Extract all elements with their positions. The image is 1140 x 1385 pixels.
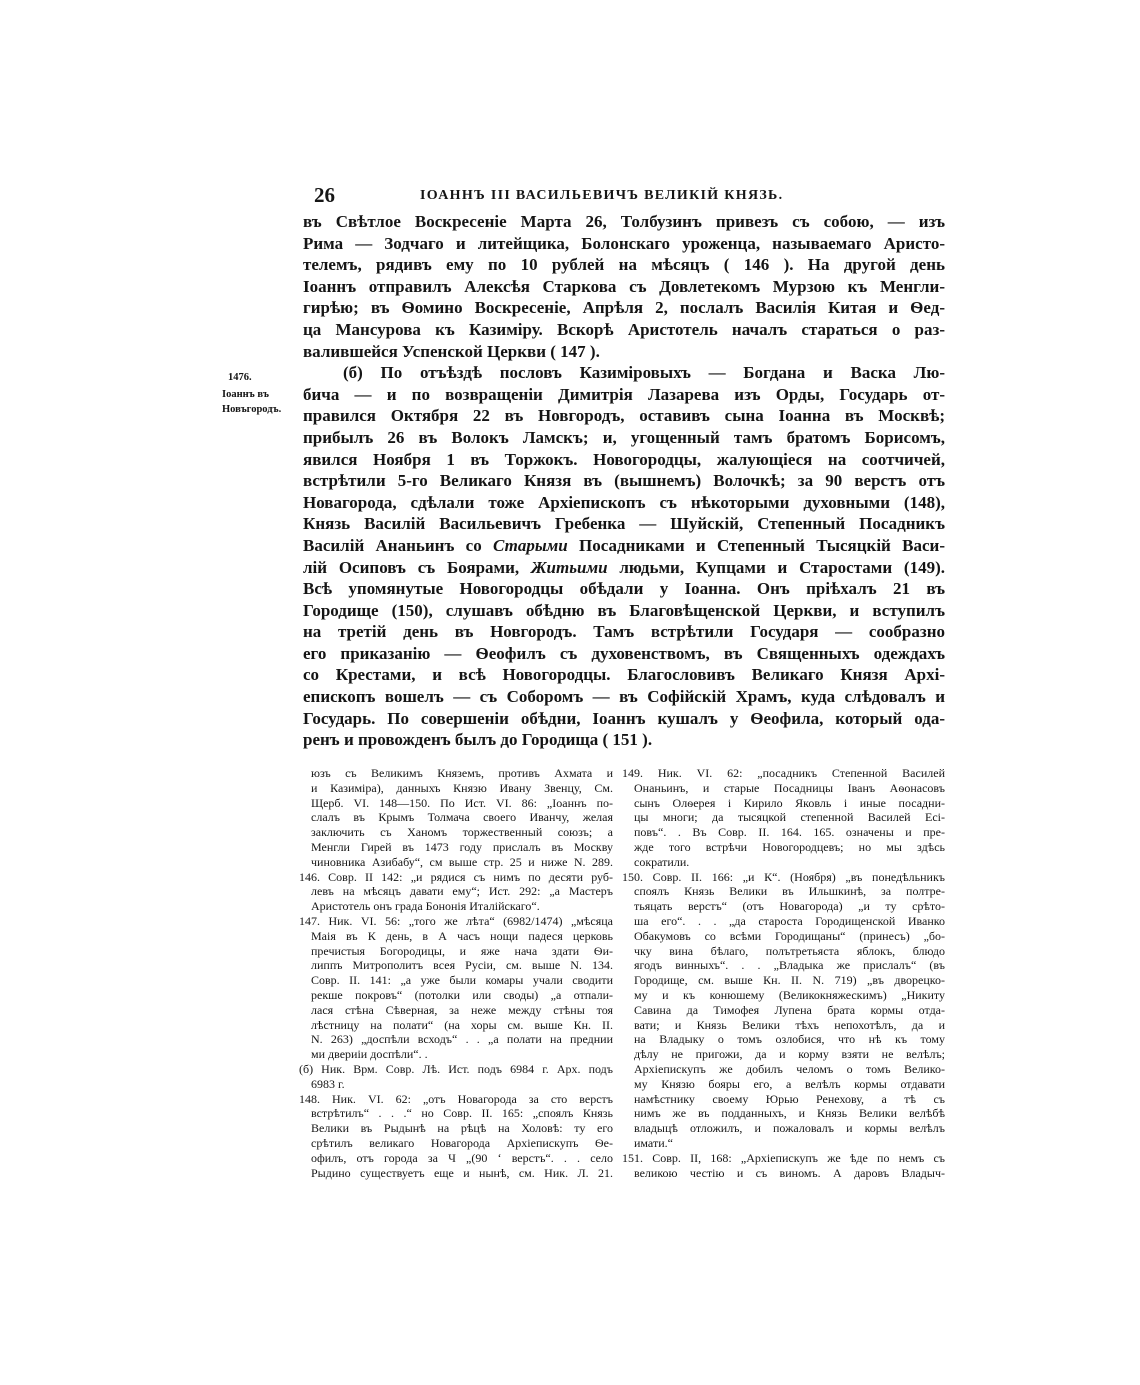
footnote-line: и Казиміра), данныхъ Князю Ивану Звенцу, См. bbox=[311, 780, 613, 795]
margin-note-subject: Іоаннъ въ bbox=[222, 389, 269, 400]
footnote-line: Маія въ К день, в А часъ нощи падеся церковь bbox=[311, 928, 613, 943]
footnote-line: тьяцать верстъ“ (отъ Новагорода) „и ту срѣто- bbox=[634, 899, 945, 914]
footnote-line: намѣстнику своему Юрью Ренехову, а тѣ съ bbox=[634, 1091, 945, 1106]
footnote-line: пречистыя Богородицы, и яже нача здати Ѳи- bbox=[311, 943, 613, 958]
footnote-line: левъ на мѣсяцъ давати ему“; Ист. 292: „а Мастеръ bbox=[311, 884, 613, 899]
footnote-line: встрѣтилъ“ . . .“ но Совр. II. 165: „споялъ Князь bbox=[311, 1106, 613, 1121]
text-run: Посадниками и Степенный Тысяцкій Васи- bbox=[567, 535, 945, 555]
footnotes-left-column bbox=[299, 766, 613, 1180]
footnote-line: офилъ, отъ города за Ч „(90 ‘ верстъ“. . . село bbox=[311, 1150, 613, 1165]
footnote-line: ша его“. . . „да староста Городищенской Иванко bbox=[634, 913, 945, 928]
footnote-line: 148. Ник. VI. 62: „отъ Новагорода за сто верстъ bbox=[299, 1091, 613, 1106]
body-line: бича — и по возвращеніи Димитрія Лазарева изъ Орды, Государь от- bbox=[303, 384, 945, 404]
footnote-line: чиновника Азибабу“, см выше стр. 25 и ниже N. 289. bbox=[311, 854, 613, 869]
body-line: со Крестами, и всѣ Новогородцы. Благословивъ Великаго Князя Архі- bbox=[303, 665, 945, 685]
footnote-line: Аристотель онъ града Бононія Италійскаго“. bbox=[311, 899, 540, 914]
footnote-line: Велики въ Рыдынѣ на рѣцѣ на Холовѣ: ту его bbox=[311, 1121, 613, 1136]
body-line: Рима — Зодчаго и литейщика, Болонскаго уроженца, называемаго Аристо- bbox=[303, 233, 945, 253]
footnote-line: ми двериіи доспѣли“. . bbox=[311, 1047, 428, 1062]
text-run: лій Осиповъ съ Боярами, bbox=[303, 557, 531, 577]
footnote-line: чку вина бѣлаго, полътретьяста яблокъ, блюдо bbox=[634, 943, 945, 958]
footnote-line: Савина да Тимофея Лупена брата кормы отда- bbox=[634, 1002, 945, 1017]
footnote-line: юзъ съ Великимъ Княземъ, противъ Ахмата и bbox=[311, 766, 613, 780]
body-line: явился Ноября 1 въ Торжокъ. Новогородцы, жалующіеся на соотчичей, bbox=[303, 449, 945, 469]
body-line: (б) По отъѣздѣ пословъ Казиміровыхъ — Богдана и Васка Лю- bbox=[343, 363, 945, 383]
body-line: Князь Василій Васильевичъ Гребенка — Шуйскій, Степенный Посадникъ bbox=[303, 514, 945, 534]
body-line: гирѣю; въ Ѳомино Воскресеніе, Апрѣля 2, послалъ Василія Китая и Ѳед- bbox=[303, 298, 945, 318]
footnote-line: жде того встрѣчи Новогородцевъ; но мы здѣсь bbox=[634, 839, 945, 854]
text-run: людьми, Купцами и Старостами (149). bbox=[607, 557, 945, 577]
page-number: 26 bbox=[314, 183, 335, 207]
body-line: встрѣтили 5-го Великаго Князя въ (вышнемъ) Волочкѣ; за 90 верстъ отъ bbox=[303, 471, 945, 491]
footnote-line: срѣтилъ великаго Новагорода Архіепискупъ Ѳе- bbox=[311, 1135, 613, 1150]
footnote-line: лѣстницу на полати“ (на хоры см. выше Кн. II. bbox=[311, 1017, 613, 1032]
footnote-line: споялъ Князь Велики въ Ильшкинѣ, за полтре- bbox=[634, 884, 945, 899]
footnote-line: Рыдино существуетъ еще и нынѣ, см. Ник. Л. 21. bbox=[311, 1165, 613, 1180]
footnote-line: му Князю бояры его, а велѣлъ кормы отдавати bbox=[634, 1076, 945, 1091]
footnote-line: слалъ въ Крымъ Толмача своего Иванчу, желая bbox=[311, 810, 613, 825]
footnote-line: Онаньинъ, и старые Посадницы Іванъ Аѳонасовъ bbox=[634, 780, 945, 795]
footnote-line: вати; и Князь Велики тѣхъ непохотѣлъ, да и bbox=[634, 1017, 945, 1032]
footnote-line: повъ“. . Въ Совр. II. 164. 165. означены и пре- bbox=[634, 825, 945, 840]
footnote-line: сынъ Олѳерея і Кирило Яковль і иные посадни- bbox=[634, 795, 945, 810]
body-line bbox=[303, 535, 945, 557]
body-line: Государь. По совершеніи обѣдни, Іоаннъ кушалъ у Ѳеофила, который ода- bbox=[303, 708, 945, 728]
footnote-line: (б) Ник. Врм. Совр. Лѣ. Ист. подъ 6984 г. Арх. подъ bbox=[299, 1061, 613, 1076]
footnote-line: Городище, см. выше Кн. II. N. 719) „въ дворецко- bbox=[634, 973, 945, 988]
body-line: Городище (150), слушавъ обѣдню въ Благовѣщенской Церкви, и вступилъ bbox=[303, 600, 945, 620]
body-line: Новагорода, сдѣлали тоже Архіепископъ съ нѣкоторыми духовными (148), bbox=[303, 492, 945, 512]
body-line: Всѣ упомянутые Новогородцы обѣдали у Іоанна. Онъ пріѣхалъ 21 въ bbox=[303, 579, 945, 599]
footnote-line: заключить съ Ханомъ торжественный союзъ; а bbox=[311, 825, 613, 840]
footnote-line: лася стѣна Сѣверная, за неже между стѣны тоя bbox=[311, 1002, 613, 1017]
body-line: епископъ вошелъ — съ Соборомъ — въ Софійскій Храмъ, куда слѣдовалъ и bbox=[303, 687, 945, 707]
footnote-line: му и къ конюшему (Великокняжескимъ) „Никиту bbox=[634, 987, 945, 1002]
body-line: на третій день въ Новгородъ. Тамъ встрѣтили Государя — сообразно bbox=[303, 622, 945, 642]
main-text bbox=[303, 211, 945, 751]
body-line: правился Октября 22 въ Новгородъ, оставивъ сына Іоанна въ Москвѣ; bbox=[303, 406, 945, 426]
body-line: телемъ, рядивъ ему по 10 рублей на мѣсяцъ ( 146 ). На другой день bbox=[303, 255, 945, 275]
body-line bbox=[303, 557, 945, 579]
footnote-line: 149. Ник. VI. 62: „посадникъ Степенной Василей bbox=[622, 766, 945, 780]
body-line: ренъ и провожденъ былъ до Городища ( 151 ). bbox=[303, 730, 653, 750]
footnote-line: N. 263) „доспѣли всходъ“ . . „а полати на преднии bbox=[311, 1032, 613, 1047]
body-line: его приказанію — Ѳеофилъ съ духовенствомъ, въ Священныхъ одеждахъ bbox=[303, 643, 945, 663]
footnote-line: ягодъ винныхъ“. . . „Владыка же прислалъ“ (въ bbox=[634, 958, 945, 973]
footnote-line: Обакумовъ со всѣми Городищаны“ (принесъ) „бо- bbox=[634, 928, 945, 943]
footnote-line: дѣлу не пригожи, да и корму взяти не велѣлъ; bbox=[634, 1047, 945, 1062]
emphasis: Старыми bbox=[493, 535, 568, 555]
margin-note-subject: Новъгородъ. bbox=[222, 403, 282, 415]
body-line: прибылъ 26 въ Волокъ Ламскъ; и, угощенный тамъ братомъ Борисомъ, bbox=[303, 427, 945, 447]
emphasis: Житьими bbox=[530, 557, 608, 577]
footnote-line: владыцѣ отложилъ, и пожаловалъ и кормы велѣлъ bbox=[634, 1121, 945, 1136]
body-line: въ Свѣтлое Воскресеніе Марта 26, Толбузинъ привезъ съ собою, — изъ bbox=[303, 212, 945, 231]
body-line: валившейся Успенской Церкви ( 147 ). bbox=[303, 341, 600, 361]
margin-note bbox=[222, 369, 304, 417]
footnote-line: липпъ Митрополитъ всея Русіи, см. выше N. 134. bbox=[311, 958, 613, 973]
footnote-line: 146. Совр. II 142: „и рядися съ нимъ по десяти руб- bbox=[299, 869, 613, 884]
footnote-line: нимъ же въ подданныхъ, и Князь Велики велѣбѣ bbox=[634, 1106, 945, 1121]
footnote-line: Щерб. VI. 148—150. По Ист. VI. 86: „Іоаннъ по- bbox=[311, 795, 613, 810]
body-line: Іоаннъ отправилъ Алексѣя Старкова съ Довлетекомъ Мурзою къ Менгли- bbox=[303, 276, 945, 296]
footnote-line: великою честію и съ виномъ. А даровъ Владыч- bbox=[634, 1165, 945, 1180]
footnote-line: сократили. bbox=[634, 854, 690, 869]
footnote-line: Совр. II. 141: „а уже были комары учали сводити bbox=[311, 973, 613, 988]
footnotes-right-column bbox=[622, 766, 945, 1180]
footnote-line: имати.“ bbox=[634, 1135, 673, 1150]
body-line: ца Мансурова къ Казиміру. Вскорѣ Аристотель началъ стараться о раз- bbox=[303, 319, 945, 339]
footnote-line: цы многи; да тысяцкой степенной Василей Есі- bbox=[634, 810, 945, 825]
footnote-line: на Владыку о томъ озлобися, что нѣ къ тому bbox=[634, 1032, 945, 1047]
footnote-line: Менгли Гирей въ 1473 году прислалъ въ Москву bbox=[311, 839, 613, 854]
footnote-line: 6983 г. bbox=[311, 1076, 345, 1091]
margin-note-year: 1476. bbox=[228, 372, 252, 383]
text-run: Василій Ананьинъ со bbox=[303, 535, 494, 555]
running-title: ІОАННЪ III ВАСИЛЬЕВИЧЪ ВЕЛИКІЙ КНЯЗЬ. bbox=[420, 188, 784, 203]
footnote-line: 151. Совр. II, 168: „Архіепискупъ же ѣде по немъ съ bbox=[622, 1150, 945, 1165]
footnote-line: 147. Ник. VI. 56: „того же лѣта“ (6982/1474) „мѣсяца bbox=[299, 913, 613, 928]
footnote-line: Архіепискупъ же добилъ челомъ о томъ Велико- bbox=[634, 1061, 945, 1076]
footnote-line: рекше покровъ“ (потолки или своды) „а отпали- bbox=[311, 987, 613, 1002]
footnote-line: 150. Совр. II. 166: „и К“. (Ноября) „въ понедѣльникъ bbox=[622, 869, 945, 884]
